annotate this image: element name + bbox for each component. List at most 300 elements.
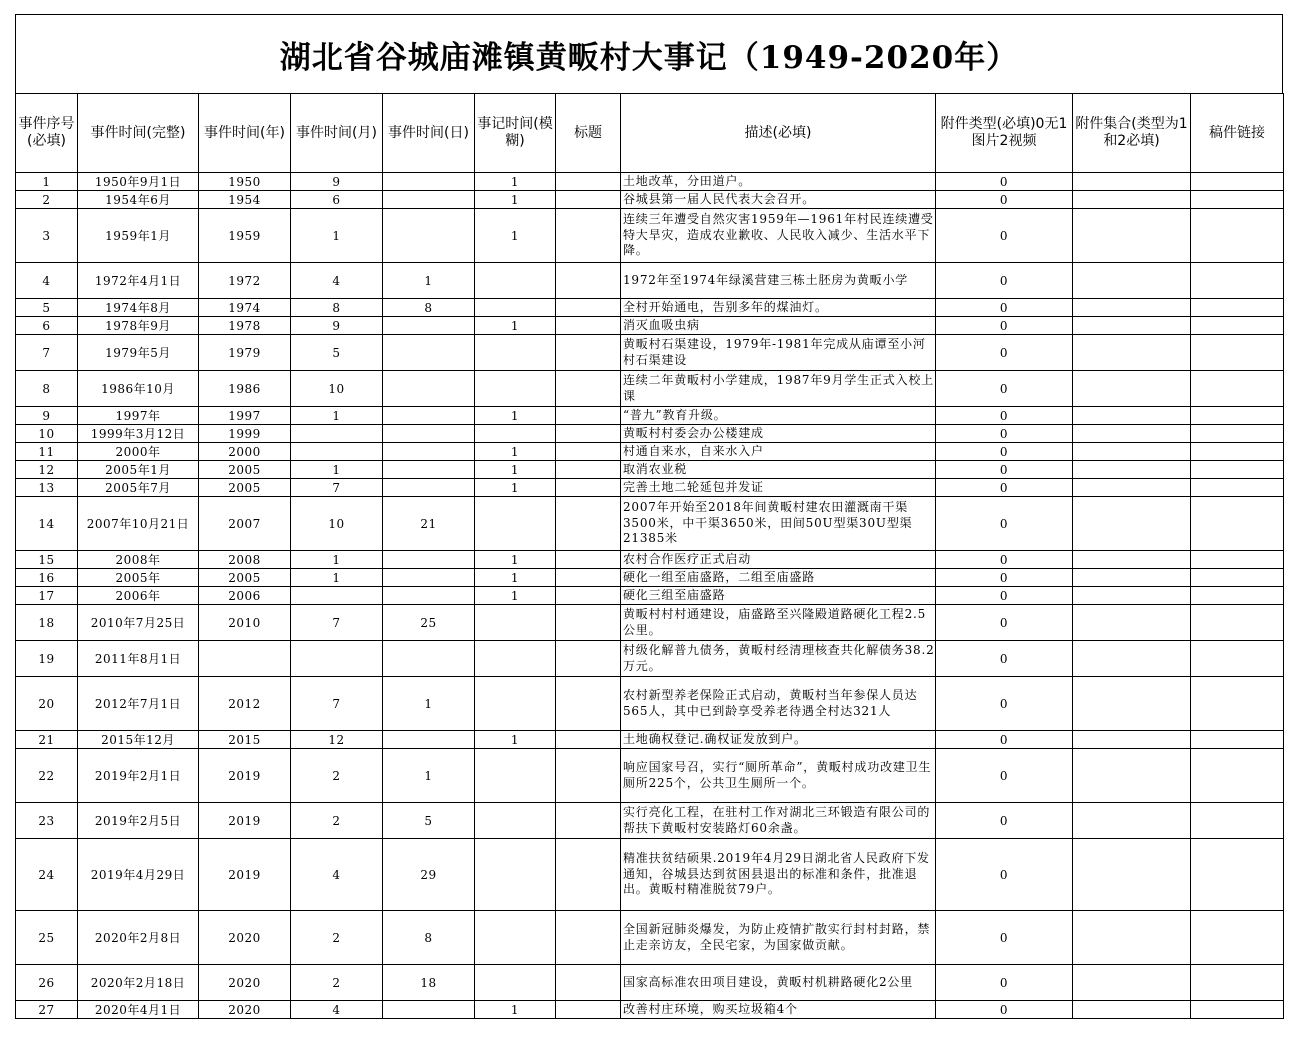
cell-attachment-type: 0 [936, 551, 1073, 569]
header-cell: 事件时间(日) [383, 94, 475, 173]
cell-day [383, 191, 475, 209]
cell-number: 8 [16, 371, 78, 407]
table-row [16, 911, 1284, 965]
cell-day: 29 [383, 839, 475, 911]
cell-date-full: 1974年8月 [78, 299, 199, 317]
cell-attachment-type: 0 [936, 299, 1073, 317]
cell-title [556, 371, 621, 407]
cell-fuzzy: 1 [475, 731, 556, 749]
cell-day [383, 641, 475, 677]
cell-number: 11 [16, 443, 78, 461]
cell-link [1191, 443, 1284, 461]
cell-date-full: 2000年 [78, 443, 199, 461]
cell-title [556, 299, 621, 317]
cell-day [383, 317, 475, 335]
cell-link [1191, 479, 1284, 497]
cell-fuzzy [475, 911, 556, 965]
cell-date-full: 1999年3月12日 [78, 425, 199, 443]
cell-attachment-set [1073, 569, 1191, 587]
cell-fuzzy [475, 965, 556, 1001]
cell-date-full: 2019年2月1日 [78, 749, 199, 803]
cell-year: 2019 [199, 803, 291, 839]
cell-date-full: 2010年7月25日 [78, 605, 199, 641]
cell-number: 21 [16, 731, 78, 749]
cell-attachment-set [1073, 731, 1191, 749]
cell-year: 1978 [199, 317, 291, 335]
cell-year: 1959 [199, 209, 291, 263]
cell-month [291, 425, 383, 443]
cell-number: 9 [16, 407, 78, 425]
cell-description: 土地改革，分田道户。 [621, 173, 936, 191]
cell-number: 17 [16, 587, 78, 605]
cell-day: 1 [383, 263, 475, 299]
cell-attachment-set [1073, 425, 1191, 443]
cell-number: 2 [16, 191, 78, 209]
cell-year: 2006 [199, 587, 291, 605]
cell-month: 1 [291, 209, 383, 263]
header-cell: 描述(必填) [621, 94, 936, 173]
cell-date-full: 2019年2月5日 [78, 803, 199, 839]
cell-link [1191, 605, 1284, 641]
cell-attachment-type: 0 [936, 173, 1073, 191]
cell-attachment-type: 0 [936, 191, 1073, 209]
cell-link [1191, 749, 1284, 803]
cell-number: 3 [16, 209, 78, 263]
header-cell: 附件集合(类型为1和2必填) [1073, 94, 1191, 173]
cell-link [1191, 839, 1284, 911]
header-cell: 事件时间(年) [199, 94, 291, 173]
cell-day: 8 [383, 911, 475, 965]
cell-month [291, 587, 383, 605]
cell-fuzzy [475, 263, 556, 299]
cell-attachment-type: 0 [936, 1001, 1073, 1019]
table-row [16, 731, 1284, 749]
cell-day: 1 [383, 677, 475, 731]
cell-description: 连续三年遭受自然灾害1959年—1961年村民连续遭受特大旱灾，造成农业歉收、人民收入减少、生活水平下降。 [621, 209, 936, 263]
cell-description: 黄畈村村村通建设，庙盛路至兴隆殿道路硬化工程2.5公里。 [621, 605, 936, 641]
cell-month: 1 [291, 551, 383, 569]
cell-description: 响应国家号召，实行“厕所革命”，黄畈村成功改建卫生厕所225个，公共卫生厕所一个。 [621, 749, 936, 803]
header-cell: 事件时间(完整) [78, 94, 199, 173]
cell-link [1191, 965, 1284, 1001]
cell-date-full: 2005年1月 [78, 461, 199, 479]
cell-link [1191, 371, 1284, 407]
cell-title [556, 587, 621, 605]
cell-month: 9 [291, 317, 383, 335]
cell-date-full: 2005年7月 [78, 479, 199, 497]
header-cell: 事件序号(必填) [16, 94, 78, 173]
cell-date-full: 2012年7月1日 [78, 677, 199, 731]
sheet-title: 湖北省谷城庙滩镇黄畈村大事记（1949-2020年） [15, 14, 1283, 93]
table-row [16, 299, 1284, 317]
cell-fuzzy: 1 [475, 587, 556, 605]
cell-year: 2000 [199, 443, 291, 461]
cell-date-full: 1959年1月 [78, 209, 199, 263]
cell-attachment-type: 0 [936, 461, 1073, 479]
table-row [16, 317, 1284, 335]
cell-title [556, 803, 621, 839]
cell-description: 村通自来水，自来水入户 [621, 443, 936, 461]
table-row [16, 173, 1284, 191]
cell-title [556, 425, 621, 443]
cell-attachment-type: 0 [936, 569, 1073, 587]
cell-attachment-set [1073, 965, 1191, 1001]
cell-day [383, 461, 475, 479]
cell-link [1191, 1001, 1284, 1019]
cell-attachment-set [1073, 335, 1191, 371]
cell-fuzzy: 1 [475, 407, 556, 425]
cell-attachment-set [1073, 749, 1191, 803]
cell-day [383, 587, 475, 605]
table-row [16, 641, 1284, 677]
cell-fuzzy: 1 [475, 191, 556, 209]
cell-description: 消灭血吸虫病 [621, 317, 936, 335]
cell-day: 8 [383, 299, 475, 317]
cell-day [383, 425, 475, 443]
cell-link [1191, 173, 1284, 191]
cell-date-full: 2007年10月21日 [78, 497, 199, 551]
cell-title [556, 749, 621, 803]
table-row [16, 569, 1284, 587]
cell-description: 改善村庄环境，购买垃圾箱4个 [621, 1001, 936, 1019]
cell-attachment-set [1073, 371, 1191, 407]
cell-fuzzy [475, 641, 556, 677]
cell-attachment-type: 0 [936, 443, 1073, 461]
table-row [16, 1001, 1284, 1019]
cell-month: 2 [291, 911, 383, 965]
cell-title [556, 965, 621, 1001]
cell-attachment-set [1073, 263, 1191, 299]
cell-month: 4 [291, 263, 383, 299]
cell-year: 1950 [199, 173, 291, 191]
cell-attachment-set [1073, 191, 1191, 209]
cell-attachment-type: 0 [936, 641, 1073, 677]
cell-year: 2019 [199, 839, 291, 911]
cell-fuzzy [475, 425, 556, 443]
cell-description: 实行亮化工程，在驻村工作对湖北三环锻造有限公司的帮扶下黄畈村安装路灯60余盏。 [621, 803, 936, 839]
table-row [16, 839, 1284, 911]
cell-date-full: 2011年8月1日 [78, 641, 199, 677]
cell-attachment-set [1073, 443, 1191, 461]
cell-title [556, 191, 621, 209]
cell-attachment-set [1073, 209, 1191, 263]
cell-title [556, 461, 621, 479]
cell-date-full: 2020年2月18日 [78, 965, 199, 1001]
cell-attachment-set [1073, 605, 1191, 641]
cell-number: 22 [16, 749, 78, 803]
cell-attachment-type: 0 [936, 371, 1073, 407]
table-row [16, 965, 1284, 1001]
cell-number: 1 [16, 173, 78, 191]
cell-month: 7 [291, 677, 383, 731]
cell-title [556, 1001, 621, 1019]
cell-year: 1999 [199, 425, 291, 443]
cell-year: 2007 [199, 497, 291, 551]
cell-day [383, 173, 475, 191]
cell-title [556, 551, 621, 569]
cell-link [1191, 425, 1284, 443]
cell-description: 全村开始通电，告别多年的煤油灯。 [621, 299, 936, 317]
cell-link [1191, 299, 1284, 317]
cell-year: 2020 [199, 911, 291, 965]
cell-number: 6 [16, 317, 78, 335]
cell-fuzzy: 1 [475, 461, 556, 479]
cell-attachment-set [1073, 1001, 1191, 1019]
cell-description: 土地确权登记.确权证发放到户。 [621, 731, 936, 749]
cell-link [1191, 677, 1284, 731]
cell-number: 26 [16, 965, 78, 1001]
cell-attachment-type: 0 [936, 587, 1073, 605]
table-row [16, 479, 1284, 497]
cell-year: 2012 [199, 677, 291, 731]
cell-title [556, 335, 621, 371]
cell-attachment-type: 0 [936, 803, 1073, 839]
table-row [16, 587, 1284, 605]
cell-attachment-type: 0 [936, 497, 1073, 551]
table-row [16, 803, 1284, 839]
cell-month: 1 [291, 407, 383, 425]
cell-month: 2 [291, 965, 383, 1001]
cell-title [556, 317, 621, 335]
cell-description: 谷城县第一届人民代表大会召开。 [621, 191, 936, 209]
header-cell: 附件类型(必填)0无1图片2视频 [936, 94, 1073, 173]
cell-day: 21 [383, 497, 475, 551]
cell-day [383, 479, 475, 497]
cell-fuzzy: 1 [475, 1001, 556, 1019]
cell-attachment-type: 0 [936, 839, 1073, 911]
cell-day [383, 731, 475, 749]
cell-link [1191, 317, 1284, 335]
cell-attachment-set [1073, 461, 1191, 479]
cell-link [1191, 461, 1284, 479]
cell-title [556, 443, 621, 461]
cell-link [1191, 551, 1284, 569]
cell-day: 1 [383, 749, 475, 803]
cell-date-full: 1950年9月1日 [78, 173, 199, 191]
cell-month: 8 [291, 299, 383, 317]
cell-description: 黄畈村石渠建设，1979年-1981年完成从庙谭至小河村石渠建设 [621, 335, 936, 371]
cell-month: 10 [291, 497, 383, 551]
cell-fuzzy: 1 [475, 443, 556, 461]
cell-month: 2 [291, 803, 383, 839]
cell-fuzzy [475, 605, 556, 641]
cell-number: 19 [16, 641, 78, 677]
cell-month: 10 [291, 371, 383, 407]
cell-attachment-set [1073, 551, 1191, 569]
header-cell: 事件时间(月) [291, 94, 383, 173]
cell-title [556, 731, 621, 749]
header-cell: 标题 [556, 94, 621, 173]
cell-title [556, 173, 621, 191]
cell-year: 2005 [199, 569, 291, 587]
cell-attachment-set [1073, 299, 1191, 317]
cell-attachment-type: 0 [936, 731, 1073, 749]
cell-date-full: 1986年10月 [78, 371, 199, 407]
cell-title [556, 677, 621, 731]
cell-month: 5 [291, 335, 383, 371]
cell-date-full: 2005年 [78, 569, 199, 587]
cell-date-full: 1997年 [78, 407, 199, 425]
cell-attachment-type: 0 [936, 407, 1073, 425]
cell-link [1191, 731, 1284, 749]
cell-link [1191, 335, 1284, 371]
cell-day [383, 335, 475, 371]
cell-link [1191, 587, 1284, 605]
cell-title [556, 569, 621, 587]
cell-month: 6 [291, 191, 383, 209]
cell-month: 4 [291, 1001, 383, 1019]
header-cell: 稿件链接 [1191, 94, 1284, 173]
cell-number: 24 [16, 839, 78, 911]
table-row [16, 551, 1284, 569]
cell-attachment-set [1073, 911, 1191, 965]
cell-number: 15 [16, 551, 78, 569]
cell-description: 连续二年黄畈村小学建成，1987年9月学生正式入校上课 [621, 371, 936, 407]
cell-month: 1 [291, 461, 383, 479]
cell-year: 2019 [199, 749, 291, 803]
cell-month: 4 [291, 839, 383, 911]
table-row [16, 263, 1284, 299]
cell-link [1191, 911, 1284, 965]
cell-title [556, 605, 621, 641]
cell-number: 14 [16, 497, 78, 551]
cell-fuzzy [475, 839, 556, 911]
cell-date-full: 1954年6月 [78, 191, 199, 209]
cell-number: 27 [16, 1001, 78, 1019]
cell-attachment-type: 0 [936, 335, 1073, 371]
cell-number: 10 [16, 425, 78, 443]
cell-attachment-type: 0 [936, 911, 1073, 965]
cell-month: 12 [291, 731, 383, 749]
cell-number: 12 [16, 461, 78, 479]
cell-year: 2008 [199, 551, 291, 569]
table-row [16, 191, 1284, 209]
cell-fuzzy [475, 497, 556, 551]
spreadsheet [15, 14, 1283, 1019]
cell-month: 1 [291, 569, 383, 587]
table-row [16, 497, 1284, 551]
cell-month: 9 [291, 173, 383, 191]
cell-link [1191, 263, 1284, 299]
cell-year: 2005 [199, 461, 291, 479]
cell-day [383, 1001, 475, 1019]
cell-link [1191, 191, 1284, 209]
cell-number: 20 [16, 677, 78, 731]
cell-attachment-type: 0 [936, 263, 1073, 299]
cell-attachment-type: 0 [936, 965, 1073, 1001]
cell-attachment-type: 0 [936, 479, 1073, 497]
cell-attachment-set [1073, 641, 1191, 677]
cell-number: 16 [16, 569, 78, 587]
cell-attachment-type: 0 [936, 209, 1073, 263]
cell-month [291, 641, 383, 677]
cell-number: 5 [16, 299, 78, 317]
cell-description: 村级化解普九债务，黄畈村经清理核查共化解债务38.2万元。 [621, 641, 936, 677]
cell-year: 2005 [199, 479, 291, 497]
cell-year: 2015 [199, 731, 291, 749]
cell-attachment-set [1073, 497, 1191, 551]
cell-description: 取消农业税 [621, 461, 936, 479]
cell-title [556, 263, 621, 299]
cell-description: 硬化一组至庙盛路，二组至庙盛路 [621, 569, 936, 587]
cell-attachment-set [1073, 839, 1191, 911]
cell-link [1191, 497, 1284, 551]
cell-day [383, 209, 475, 263]
cell-year: 1997 [199, 407, 291, 425]
cell-description: 全国新冠肺炎爆发，为防止疫情扩散实行封村封路，禁止走亲访友，全民宅家，为国家做贡献。 [621, 911, 936, 965]
cell-fuzzy [475, 335, 556, 371]
cell-description: 农村合作医疗正式启动 [621, 551, 936, 569]
cell-month: 2 [291, 749, 383, 803]
cell-date-full: 1972年4月1日 [78, 263, 199, 299]
cell-day [383, 371, 475, 407]
cell-attachment-set [1073, 479, 1191, 497]
cell-day [383, 551, 475, 569]
cell-number: 7 [16, 335, 78, 371]
cell-description: 农村新型养老保险正式启动，黄畈村当年参保人员达565人，其中已到龄享受养老待遇全村达321人 [621, 677, 936, 731]
cell-month: 7 [291, 605, 383, 641]
cell-title [556, 497, 621, 551]
table-row [16, 425, 1284, 443]
cell-month [291, 443, 383, 461]
table-row [16, 335, 1284, 371]
cell-fuzzy: 1 [475, 173, 556, 191]
cell-number: 13 [16, 479, 78, 497]
cell-number: 4 [16, 263, 78, 299]
cell-title [556, 479, 621, 497]
cell-title [556, 407, 621, 425]
header-cell: 事记时间(模糊) [475, 94, 556, 173]
cell-attachment-set [1073, 407, 1191, 425]
cell-day: 5 [383, 803, 475, 839]
cell-fuzzy: 1 [475, 209, 556, 263]
table-row [16, 677, 1284, 731]
cell-year: 2020 [199, 1001, 291, 1019]
table-row [16, 461, 1284, 479]
cell-year: 1979 [199, 335, 291, 371]
cell-year: 2020 [199, 965, 291, 1001]
cell-fuzzy [475, 299, 556, 317]
cell-fuzzy: 1 [475, 479, 556, 497]
cell-title [556, 209, 621, 263]
cell-number: 25 [16, 911, 78, 965]
cell-attachment-set [1073, 587, 1191, 605]
cell-attachment-type: 0 [936, 677, 1073, 731]
cell-description: “普九”教育升级。 [621, 407, 936, 425]
cell-date-full: 2020年2月8日 [78, 911, 199, 965]
table-row [16, 371, 1284, 407]
table-row [16, 443, 1284, 461]
cell-year: 1986 [199, 371, 291, 407]
cell-date-full: 2015年12月 [78, 731, 199, 749]
cell-description: 精准扶贫结硕果.2019年4月29日湖北省人民政府下发通知，谷城县达到贫困县退出的标准和条件，批准退出。黄畈村精准脱贫79户。 [621, 839, 936, 911]
table-row [16, 209, 1284, 263]
cell-fuzzy [475, 371, 556, 407]
cell-number: 18 [16, 605, 78, 641]
cell-description: 2007年开始至2018年间黄畈村建农田灌溉南干渠3500米，中干渠3650米，田间50U型渠30U型渠21385米 [621, 497, 936, 551]
cell-attachment-type: 0 [936, 605, 1073, 641]
cell-description: 1972年至1974年绿溪营建三栋土胚房为黄畈小学 [621, 263, 936, 299]
cell-attachment-type: 0 [936, 749, 1073, 803]
cell-date-full: 2008年 [78, 551, 199, 569]
cell-year: 1954 [199, 191, 291, 209]
cell-link [1191, 209, 1284, 263]
cell-date-full: 2006年 [78, 587, 199, 605]
header-row [16, 94, 1284, 173]
cell-title [556, 839, 621, 911]
cell-day: 18 [383, 965, 475, 1001]
cell-link [1191, 569, 1284, 587]
